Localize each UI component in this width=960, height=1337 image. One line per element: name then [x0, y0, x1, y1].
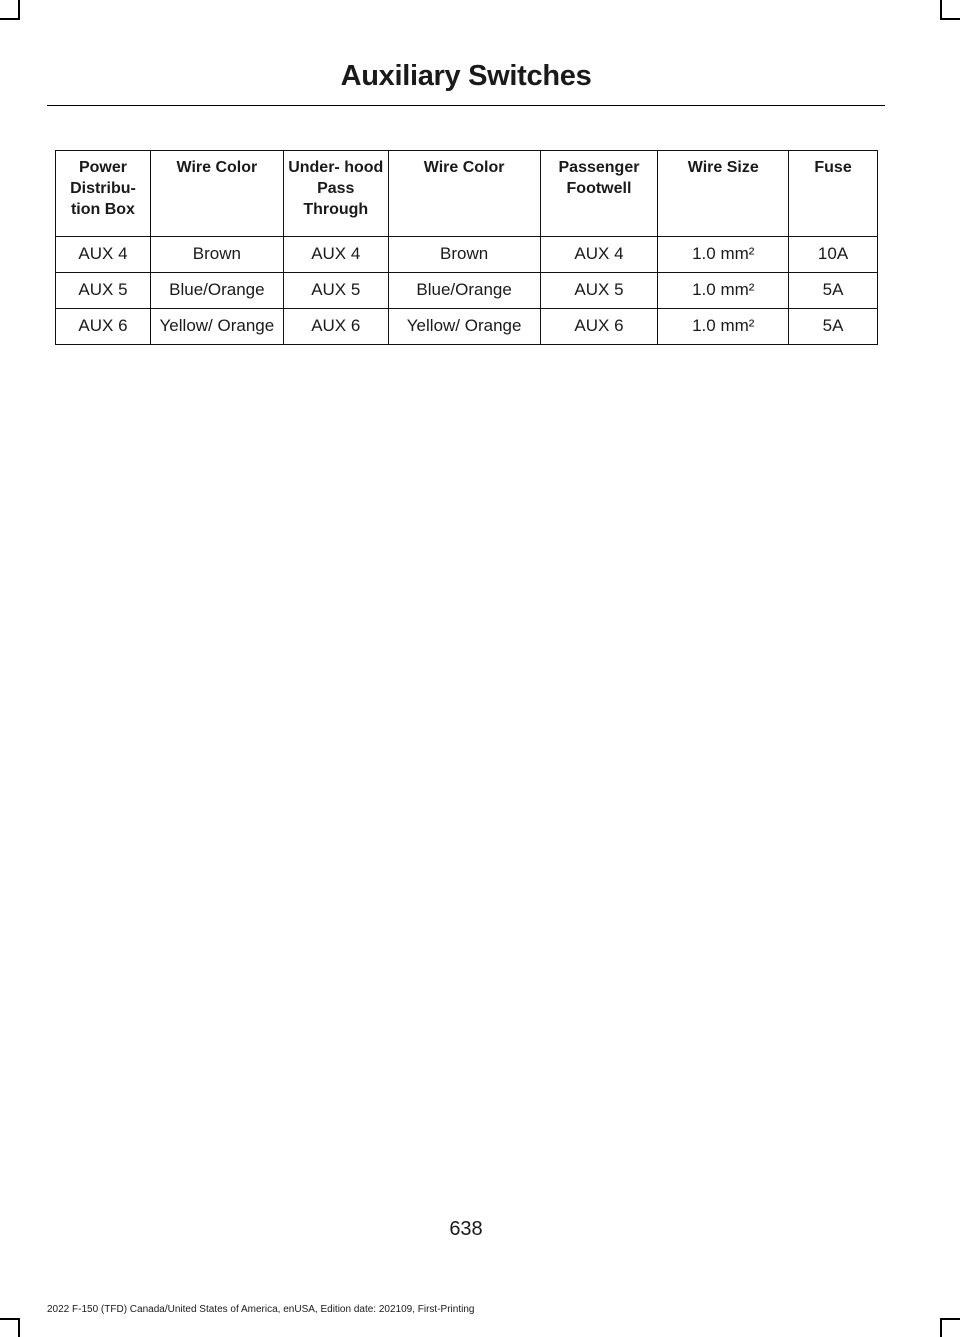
- cell-power-distribution-box: AUX 5: [56, 273, 151, 309]
- header-underhood-pass-through: Under- hood Pass Through: [283, 151, 388, 237]
- header-passenger-footwell: Passenger Footwell: [540, 151, 658, 237]
- cell-underhood-pass-through: AUX 4: [283, 237, 388, 273]
- table-row: [56, 273, 878, 309]
- cell-underhood-pass-through: AUX 6: [283, 309, 388, 345]
- cell-fuse: 5A: [789, 273, 878, 309]
- cell-wire-color-2: Yellow/ Orange: [388, 309, 540, 345]
- auxiliary-switches-table: [55, 150, 878, 345]
- header-wire-color-1: Wire Color: [150, 151, 283, 237]
- crop-mark-top-right-h: [940, 18, 960, 20]
- page-number: 638: [449, 1218, 483, 1240]
- table-row: [56, 309, 878, 345]
- cell-wire-color-1: Brown: [150, 237, 283, 273]
- cell-wire-color-2: Blue/Orange: [388, 273, 540, 309]
- cell-wire-size: 1.0 mm²: [658, 237, 789, 273]
- cell-wire-color-1: Blue/Orange: [150, 273, 283, 309]
- header-power-distribution-box: Power Distribu- tion Box: [56, 151, 151, 237]
- page-title: Auxiliary Switches: [340, 60, 592, 92]
- crop-mark-bottom-left: [0, 1318, 18, 1320]
- cell-wire-size: 1.0 mm²: [658, 309, 789, 345]
- table-row: [56, 237, 878, 273]
- title-rule: [47, 105, 885, 106]
- cell-passenger-footwell: AUX 5: [540, 273, 658, 309]
- table-header-row: [56, 151, 878, 237]
- cell-fuse: 5A: [789, 309, 878, 345]
- header-fuse: Fuse: [789, 151, 878, 237]
- cell-wire-color-2: Brown: [388, 237, 540, 273]
- crop-mark-top-left-v: [18, 0, 20, 20]
- cell-wire-color-1: Yellow/ Orange: [150, 309, 283, 345]
- cell-power-distribution-box: AUX 6: [56, 309, 151, 345]
- cell-passenger-footwell: AUX 6: [540, 309, 658, 345]
- header-wire-color-2: Wire Color: [388, 151, 540, 237]
- cell-wire-size: 1.0 mm²: [658, 273, 789, 309]
- crop-mark-bottom-right-h: [940, 1318, 960, 1320]
- crop-mark-top-right: [940, 0, 942, 20]
- crop-mark-bottom-left-v: [18, 1318, 20, 1337]
- cell-underhood-pass-through: AUX 5: [283, 273, 388, 309]
- crop-mark-bottom-right: [940, 1318, 942, 1337]
- cell-power-distribution-box: AUX 4: [56, 237, 151, 273]
- cell-fuse: 10A: [789, 237, 878, 273]
- crop-mark-top-left: [0, 18, 18, 20]
- header-wire-size: Wire Size: [658, 151, 789, 237]
- cell-passenger-footwell: AUX 4: [540, 237, 658, 273]
- footer-edition-text: 2022 F-150 (TFD) Canada/United States of America, enUSA, Edition date: 202109, First-Printing: [47, 1304, 475, 1315]
